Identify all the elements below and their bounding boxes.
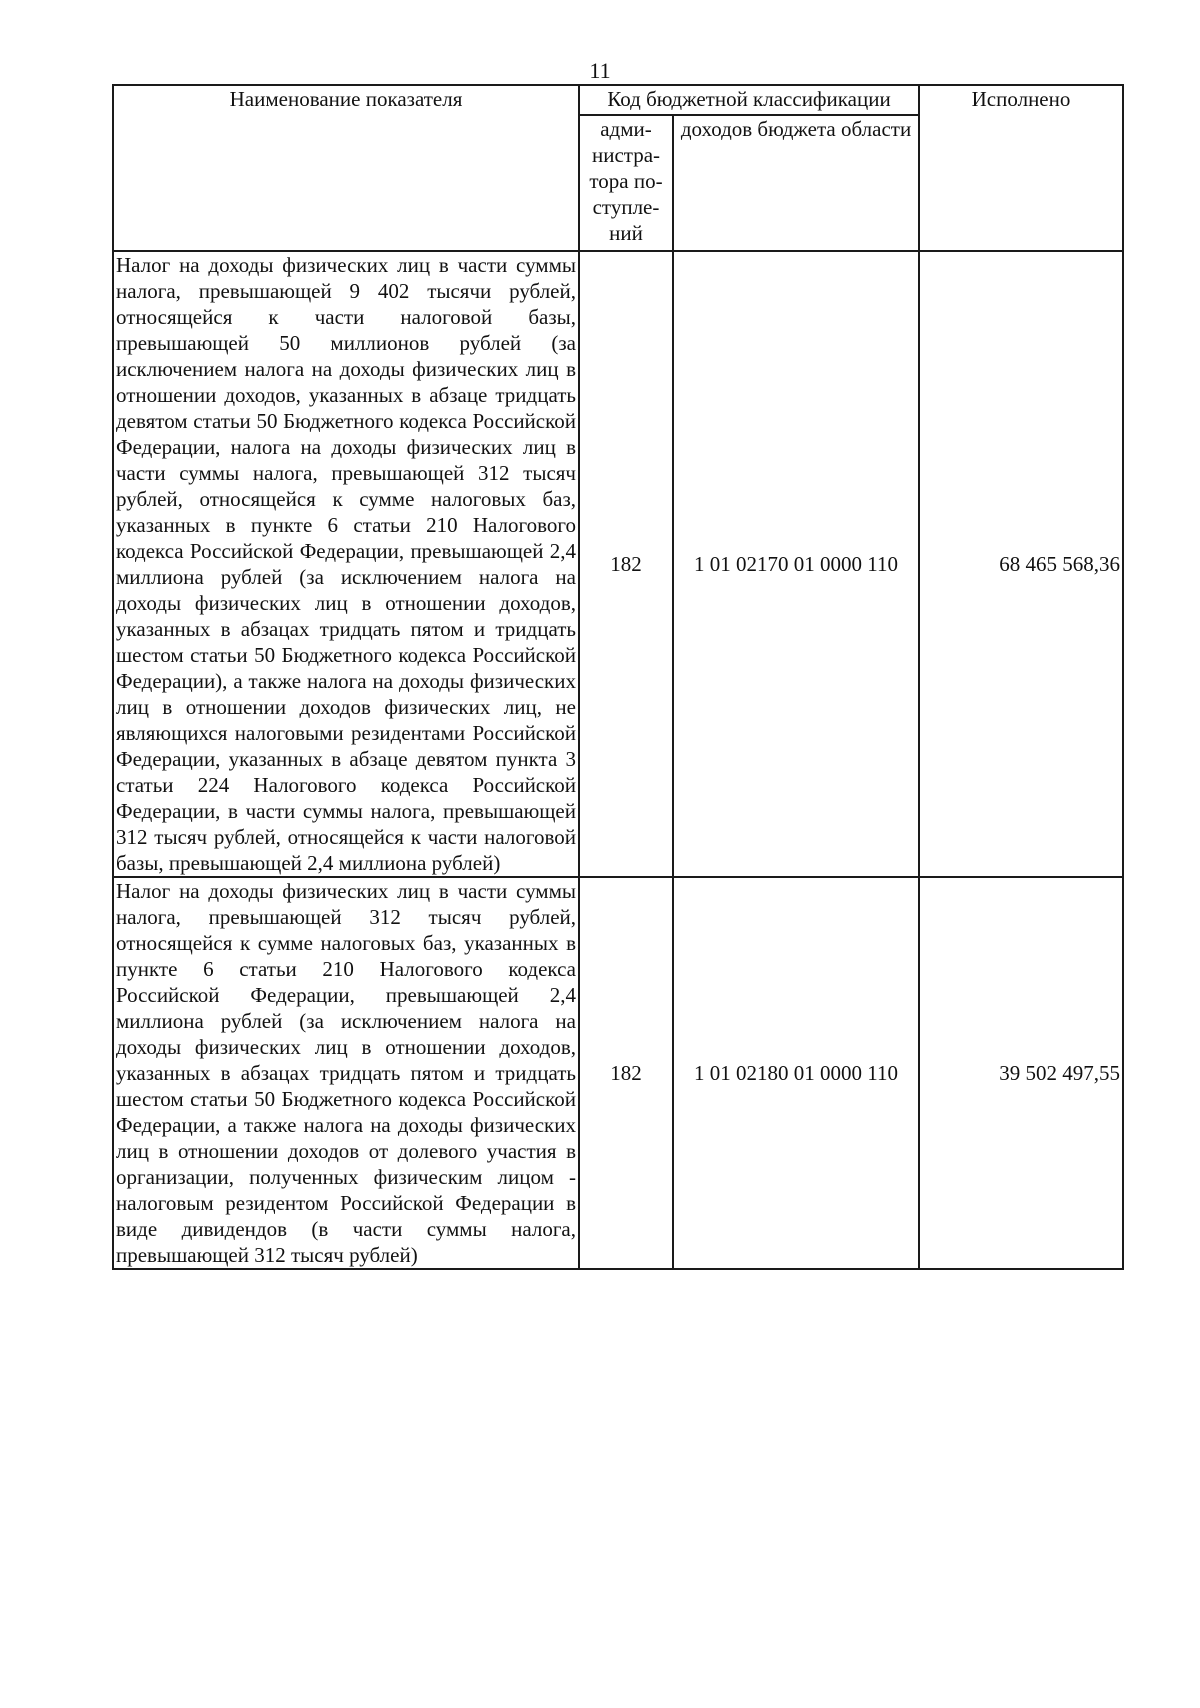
header-administrator-line: ступле-	[592, 195, 660, 219]
header-administrator-line: тора по-	[589, 169, 663, 193]
header-row-main	[113, 85, 1123, 115]
header-administrator-line: адми-	[600, 117, 652, 141]
header-executed: Исполнено	[919, 85, 1123, 251]
header-indicator-name: Наименование показателя	[113, 85, 579, 251]
revenue-table	[112, 84, 1124, 1270]
header-administrator-line: нистра-	[591, 143, 661, 167]
row-executed-amount: 68 465 568,36	[919, 251, 1123, 877]
page-number: 11	[589, 58, 611, 83]
header-administrator-line: ний	[609, 221, 643, 245]
row-executed-amount: 39 502 497,55	[919, 877, 1123, 1269]
header-administrator	[579, 115, 673, 251]
table-row	[113, 877, 1123, 1269]
row-administrator-code: 182	[579, 877, 673, 1269]
row-indicator-name: Налог на доходы физических лиц в части суммы налога, превышающей 9 402 тысячи рублей, относящейся к части налоговой базы, превышающей 50 миллионов рублей (за исключением налога на доходы физических лиц в отношении доходов, указанных в абзаце тридцать девятом статьи 50 Бюджетного кодекса Российской Федерации, налога на доходы физических лиц в части суммы налога, превышающей 312 тысяч рублей, относящейся к сумме налоговых баз, указанных в пункте 6 статьи 210 Налогового кодекса Российской Федерации, превышающей 2,4 миллиона рублей (за исключением налога на доходы физических лиц в отношении доходов, указанных в абзацах тридцать пятом и тридцать шестом статьи 50 Бюджетного кодекса Российской Федерации), а также налога на доходы физических лиц в отношении доходов физических лиц, не являющихся налоговыми резидентами Российской Федерации, указанных в абзаце девятом пункта 3 статьи 224 Налогового кодекса Российской Федерации, в части суммы налога, превышающей 312 тысяч рублей, относящейся к части налоговой базы, превышающей 2,4 миллиона рублей)	[113, 251, 579, 877]
row-budget-code: 1 01 02180 01 0000 110	[673, 877, 919, 1269]
table-row	[113, 251, 1123, 877]
header-revenue-code: доходов бюджета области	[673, 115, 919, 251]
row-indicator-name: Налог на доходы физических лиц в части суммы налога, превышающей 312 тысяч рублей, относящейся к сумме налоговых баз, указанных в пункте 6 статьи 210 Налогового кодекса Российской Федерации, превышающей 2,4 миллиона рублей (за исключением налога на доходы физических лиц в отношении доходов, указанных в абзацах тридцать пятом и тридцать шестом статьи 50 Бюджетного кодекса Российской Федерации, а также налога на доходы физических лиц в отношении доходов от долевого участия в организации, полученных физическим лицом - налоговым резидентом Российской Федерации в виде дивидендов (в части суммы налога, превышающей 312 тысяч рублей)	[113, 877, 579, 1269]
header-budget-code: Код бюджетной классификации	[579, 85, 919, 115]
row-administrator-code: 182	[579, 251, 673, 877]
row-budget-code: 1 01 02170 01 0000 110	[673, 251, 919, 877]
